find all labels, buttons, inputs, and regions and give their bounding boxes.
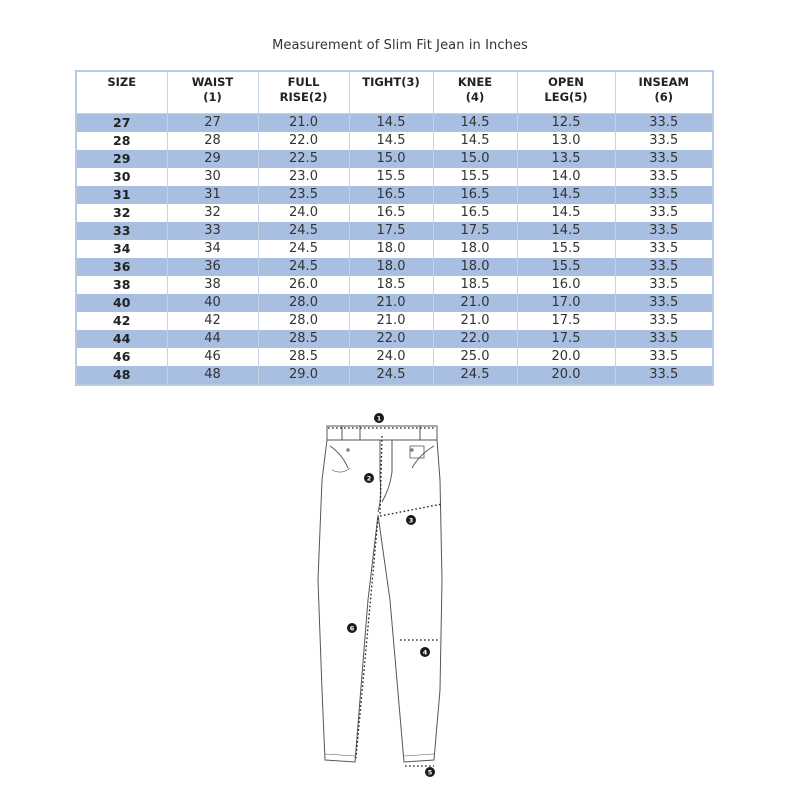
table-cell-inseam: 33.5 xyxy=(615,240,713,258)
table-row xyxy=(76,258,713,276)
table-cell-tight: 15.0 xyxy=(349,150,433,168)
table-cell-full-rise: 24.5 xyxy=(258,240,349,258)
table-cell-size: 34 xyxy=(76,240,167,258)
marker-6 xyxy=(347,623,357,633)
table-row xyxy=(76,240,713,258)
table-cell-tight: 16.5 xyxy=(349,186,433,204)
table-cell-tight: 21.0 xyxy=(349,294,433,312)
svg-text:4: 4 xyxy=(422,648,428,657)
table-cell-inseam: 33.5 xyxy=(615,186,713,204)
table-body xyxy=(76,114,713,386)
table-cell-inseam: 33.5 xyxy=(615,204,713,222)
chart-title: Measurement of Slim Fit Jean in Inches xyxy=(272,38,528,53)
table-cell-open-leg: 15.5 xyxy=(517,258,615,276)
table-cell-size: 38 xyxy=(76,276,167,294)
table-cell-full-rise: 24.0 xyxy=(258,204,349,222)
table-cell-size: 31 xyxy=(76,186,167,204)
table-cell-waist: 36 xyxy=(167,258,258,276)
column-header-line: INSEAM xyxy=(638,75,689,89)
table-cell-knee: 21.0 xyxy=(433,294,517,312)
table-cell-knee: 18.5 xyxy=(433,276,517,294)
table-cell-full-rise: 28.5 xyxy=(258,348,349,366)
table-cell-inseam: 33.5 xyxy=(615,366,713,385)
table-cell-full-rise: 26.0 xyxy=(258,276,349,294)
table-cell-knee: 25.0 xyxy=(433,348,517,366)
table-cell-inseam: 33.5 xyxy=(615,330,713,348)
column-header-line: FULL xyxy=(287,75,320,89)
column-header-tight xyxy=(349,71,433,114)
table-cell-size: 36 xyxy=(76,258,167,276)
table-cell-knee: 15.0 xyxy=(433,150,517,168)
marker-3 xyxy=(406,515,416,525)
table-cell-full-rise: 28.5 xyxy=(258,330,349,348)
table-cell-open-leg: 20.0 xyxy=(517,348,615,366)
table-cell-inseam: 33.5 xyxy=(615,150,713,168)
table-cell-tight: 21.0 xyxy=(349,312,433,330)
svg-text:2: 2 xyxy=(366,474,372,483)
table-cell-inseam: 33.5 xyxy=(615,276,713,294)
table-cell-tight: 22.0 xyxy=(349,330,433,348)
svg-text:6: 6 xyxy=(349,624,355,633)
table-cell-size: 40 xyxy=(76,294,167,312)
column-header-knee xyxy=(433,71,517,114)
table-row xyxy=(76,186,713,204)
column-header-line: LEG(5) xyxy=(544,90,588,104)
column-header-line: (4) xyxy=(465,90,485,104)
table-cell-full-rise: 24.5 xyxy=(258,258,349,276)
table-cell-size: 32 xyxy=(76,204,167,222)
table-cell-knee: 24.5 xyxy=(433,366,517,385)
table-cell-tight: 18.0 xyxy=(349,240,433,258)
table-cell-tight: 24.0 xyxy=(349,348,433,366)
column-header-inseam xyxy=(615,71,713,114)
table-cell-tight: 14.5 xyxy=(349,114,433,133)
table-cell-open-leg: 16.0 xyxy=(517,276,615,294)
size-table xyxy=(75,70,714,386)
svg-text:1: 1 xyxy=(376,414,382,423)
table-cell-open-leg: 13.0 xyxy=(517,132,615,150)
table-cell-knee: 18.0 xyxy=(433,258,517,276)
svg-text:5: 5 xyxy=(427,768,433,777)
table-row xyxy=(76,330,713,348)
table-cell-open-leg: 17.5 xyxy=(517,312,615,330)
table-cell-size: 48 xyxy=(76,366,167,385)
table-cell-open-leg: 20.0 xyxy=(517,366,615,385)
table-cell-waist: 29 xyxy=(167,150,258,168)
jeans-diagram xyxy=(300,410,470,785)
table-cell-inseam: 33.5 xyxy=(615,222,713,240)
table-cell-waist: 28 xyxy=(167,132,258,150)
marker-2 xyxy=(364,473,374,483)
table-cell-waist: 34 xyxy=(167,240,258,258)
table-cell-tight: 16.5 xyxy=(349,204,433,222)
column-header-size xyxy=(76,71,167,114)
column-header-line: WAIST xyxy=(191,75,234,89)
table-cell-size: 33 xyxy=(76,222,167,240)
table-cell-full-rise: 28.0 xyxy=(258,312,349,330)
table-cell-open-leg: 13.5 xyxy=(517,150,615,168)
table-cell-waist: 30 xyxy=(167,168,258,186)
table-row xyxy=(76,312,713,330)
table-row xyxy=(76,150,713,168)
table-row xyxy=(76,222,713,240)
table-cell-full-rise: 23.5 xyxy=(258,186,349,204)
table-cell-size: 46 xyxy=(76,348,167,366)
table-cell-knee: 14.5 xyxy=(433,114,517,133)
table-cell-inseam: 33.5 xyxy=(615,294,713,312)
table-cell-size: 28 xyxy=(76,132,167,150)
table-cell-tight: 18.0 xyxy=(349,258,433,276)
column-header-waist xyxy=(167,71,258,114)
table-cell-waist: 33 xyxy=(167,222,258,240)
table-cell-tight: 24.5 xyxy=(349,366,433,385)
table-cell-tight: 15.5 xyxy=(349,168,433,186)
table-cell-open-leg: 14.5 xyxy=(517,222,615,240)
table-cell-inseam: 33.5 xyxy=(615,312,713,330)
table-cell-inseam: 33.5 xyxy=(615,168,713,186)
svg-text:3: 3 xyxy=(408,516,414,525)
table-cell-waist: 48 xyxy=(167,366,258,385)
table-cell-knee: 21.0 xyxy=(433,312,517,330)
table-cell-size: 44 xyxy=(76,330,167,348)
table-row xyxy=(76,348,713,366)
inseam-measure-line xyxy=(356,518,378,758)
column-header-open-leg xyxy=(517,71,615,114)
table-cell-knee: 14.5 xyxy=(433,132,517,150)
table-row xyxy=(76,204,713,222)
table-cell-waist: 40 xyxy=(167,294,258,312)
table-cell-full-rise: 24.5 xyxy=(258,222,349,240)
table-cell-waist: 38 xyxy=(167,276,258,294)
table-cell-size: 30 xyxy=(76,168,167,186)
table-cell-waist: 31 xyxy=(167,186,258,204)
measurement-lines xyxy=(328,428,442,766)
table-row xyxy=(76,168,713,186)
table-cell-size: 29 xyxy=(76,150,167,168)
table-cell-full-rise: 22.5 xyxy=(258,150,349,168)
table-row xyxy=(76,132,713,150)
column-header-line: OPEN xyxy=(548,75,584,89)
column-header-line: KNEE xyxy=(457,75,493,89)
table-cell-open-leg: 15.5 xyxy=(517,240,615,258)
table-cell-waist: 27 xyxy=(167,114,258,133)
table-cell-waist: 44 xyxy=(167,330,258,348)
column-header-line: TIGHT(3) xyxy=(362,75,420,89)
table-cell-tight: 18.5 xyxy=(349,276,433,294)
table-cell-knee: 15.5 xyxy=(433,168,517,186)
table-cell-full-rise: 28.0 xyxy=(258,294,349,312)
table-cell-knee: 17.5 xyxy=(433,222,517,240)
table-cell-inseam: 33.5 xyxy=(615,132,713,150)
table-cell-full-rise: 21.0 xyxy=(258,114,349,133)
column-header-line: (1) xyxy=(203,90,222,104)
table-row xyxy=(76,294,713,312)
table-cell-waist: 42 xyxy=(167,312,258,330)
table-cell-waist: 32 xyxy=(167,204,258,222)
table-cell-full-rise: 22.0 xyxy=(258,132,349,150)
table-cell-inseam: 33.5 xyxy=(615,114,713,133)
table-cell-open-leg: 12.5 xyxy=(517,114,615,133)
table-cell-knee: 16.5 xyxy=(433,186,517,204)
jeans-outline xyxy=(318,426,442,762)
table-cell-knee: 18.0 xyxy=(433,240,517,258)
table-row xyxy=(76,276,713,294)
table-cell-inseam: 33.5 xyxy=(615,258,713,276)
thigh-measure-line xyxy=(380,504,442,516)
table-cell-open-leg: 14.0 xyxy=(517,168,615,186)
table-cell-size: 27 xyxy=(76,114,167,133)
marker-4 xyxy=(420,647,430,657)
table-cell-open-leg: 17.5 xyxy=(517,330,615,348)
table-row xyxy=(76,366,713,385)
table-cell-open-leg: 14.5 xyxy=(517,186,615,204)
table-cell-tight: 14.5 xyxy=(349,132,433,150)
column-header-line: (6) xyxy=(654,90,673,104)
marker-5 xyxy=(425,767,435,777)
table-cell-full-rise: 29.0 xyxy=(258,366,349,385)
table-cell-inseam: 33.5 xyxy=(615,348,713,366)
table-cell-open-leg: 14.5 xyxy=(517,204,615,222)
table-cell-tight: 17.5 xyxy=(349,222,433,240)
table-cell-knee: 16.5 xyxy=(433,204,517,222)
marker-1 xyxy=(374,413,384,423)
table-cell-open-leg: 17.0 xyxy=(517,294,615,312)
table-cell-full-rise: 23.0 xyxy=(258,168,349,186)
table-cell-waist: 46 xyxy=(167,348,258,366)
table-cell-size: 42 xyxy=(76,312,167,330)
column-header-line: SIZE xyxy=(107,75,137,89)
column-header-line: RISE(2) xyxy=(279,90,328,104)
table-row xyxy=(76,114,713,133)
table-cell-knee: 22.0 xyxy=(433,330,517,348)
column-header-full-rise xyxy=(258,71,349,114)
table-header-row xyxy=(76,71,713,114)
